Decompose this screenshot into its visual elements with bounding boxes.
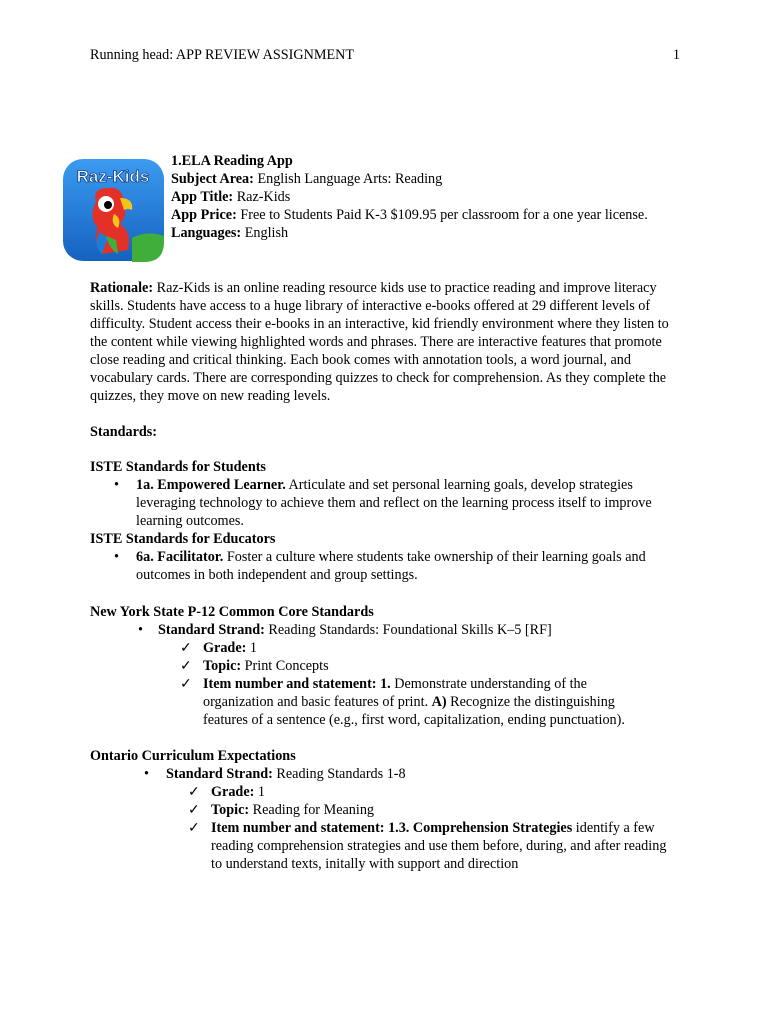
list-item: • 6a. Facilitator. Foster a culture where students take ownership of their learning goals and outcomes in both independent and group settings.	[114, 549, 646, 583]
app-title: App Title: Raz-Kids	[171, 189, 291, 205]
standards-heading: Standards:	[90, 424, 158, 440]
bullet-icon: •	[114, 477, 119, 493]
page-header	[90, 46, 680, 64]
iste-educators-heading: ISTE Standards for Educators	[90, 531, 276, 547]
ontario-heading: Ontario Curriculum Expectations	[90, 748, 296, 764]
languages: Languages: English	[171, 225, 289, 241]
page-number: 1	[672, 47, 680, 63]
check-icon: ✓	[180, 658, 192, 674]
app-price: App Price: Free to Students Paid K-3 $109.95 per classroom for a one year license.	[171, 207, 648, 223]
rationale-paragraph	[90, 279, 680, 405]
logo-text: Raz-Kids	[76, 167, 150, 186]
check-icon: ✓	[188, 820, 200, 836]
list-item: • 1a. Empowered Learner. Articulate and set personal learning goals, develop strategies leveraging technology to achieve them and reflect on the learning process itself to improve learning outcomes.	[114, 477, 652, 529]
rationale-text: Raz-Kids is an online reading resource kids use to practice reading and improve literacy skills. Students have access to a huge library of interactive e-books offered at 29 different levels of difficulty. Student access their e-books in an interactive, kid friendly environment where they listen to the content while viewing highlighted words and phrases. There are interactive features that promote close reading and critical thinking. Each book comes with annotation tools, a word journal, and vocabulary cards. There are corresponding quizzes to check for comprehension. As they complete the quizzes, they move on new reading levels.	[90, 280, 669, 404]
ontario-section	[90, 747, 680, 873]
list-item: ✓ Grade: 1	[180, 640, 257, 656]
raz-kids-logo	[62, 158, 165, 262]
standards-heading-block	[90, 423, 680, 441]
check-icon: ✓	[180, 640, 192, 656]
list-item: ✓ Item number and statement: 1. Demonstrate understanding of the organization and basic features of print. A) Recognize the distinguishing features of a sentence (e.g., first word, capitalization, ending punctuation).	[180, 676, 625, 728]
bullet-icon: •	[114, 549, 119, 565]
list-item: ✓ Grade: 1	[188, 784, 265, 800]
list-item: • Standard Strand: Reading Standards: Foundational Skills K–5 [RF]	[138, 622, 552, 638]
subject-area: Subject Area: English Language Arts: Reading	[171, 171, 443, 187]
nys-heading: New York State P-12 Common Core Standards	[90, 604, 374, 620]
iste-students-heading: ISTE Standards for Students	[90, 459, 266, 475]
check-icon: ✓	[188, 802, 200, 818]
rationale-label: Rationale:	[90, 280, 154, 296]
nys-section	[90, 603, 680, 729]
bullet-icon: •	[138, 622, 143, 638]
list-item: ✓ Item number and statement: 1.3. Comprehension Strategies identify a few reading comprehension strategies and use them before, during, and after reading to understand texts, initally with support and direction	[188, 820, 667, 872]
iste-students-section	[90, 458, 680, 530]
list-item: ✓ Topic: Print Concepts	[180, 658, 329, 674]
list-item: • Standard Strand: Reading Standards 1-8	[144, 766, 406, 782]
check-icon: ✓	[180, 676, 192, 692]
app-info	[171, 152, 671, 242]
check-icon: ✓	[188, 784, 200, 800]
bullet-icon: •	[144, 766, 149, 782]
list-item: ✓ Topic: Reading for Meaning	[188, 802, 375, 818]
running-head: Running head: APP REVIEW ASSIGNMENT	[90, 47, 355, 63]
app-heading: 1.ELA Reading App	[171, 153, 293, 169]
iste-educators-section	[90, 530, 680, 584]
